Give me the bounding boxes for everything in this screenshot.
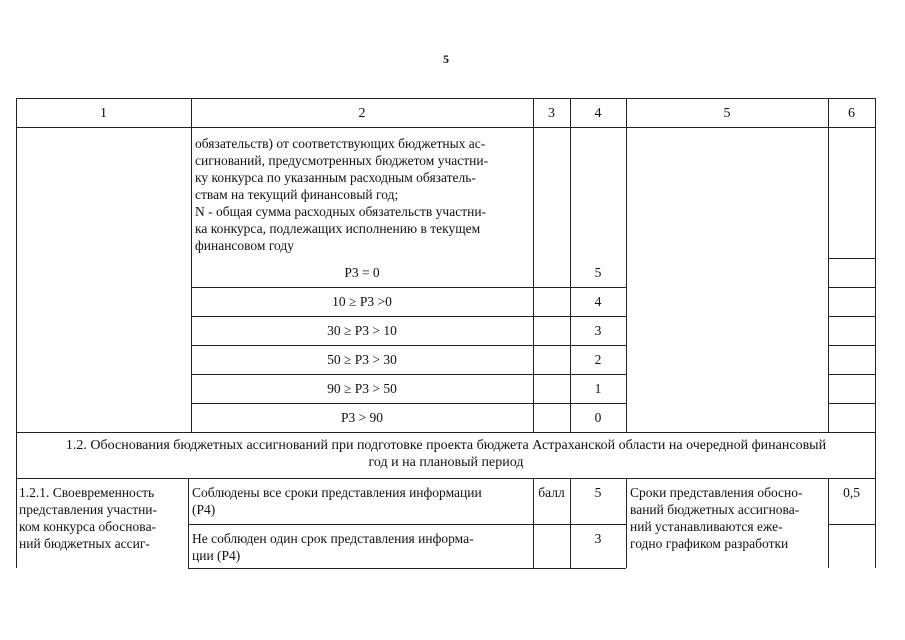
- text-line: ка конкурса, подлежащих исполнению в текущем: [195, 221, 481, 236]
- col-divider-5: [828, 98, 829, 432]
- row-divider: [191, 345, 626, 346]
- col-divider-1: [188, 478, 189, 568]
- text-line: ствам на текущий финансовый год;: [195, 187, 399, 202]
- text-line: Сроки представления обосно-: [630, 485, 803, 500]
- indicator-description: [192, 484, 530, 518]
- col-divider-4: [626, 478, 627, 568]
- section-top-border: [16, 432, 876, 433]
- text-line: N - общая сумма расходных обязательств участни-: [195, 204, 487, 219]
- row-divider: [191, 374, 626, 375]
- note-text: [630, 484, 825, 552]
- text-line: ваний бюджетных ассигнова-: [630, 502, 800, 517]
- p3-condition: 30 ≥ Р3 > 10: [327, 323, 397, 338]
- row-divider: [191, 403, 626, 404]
- p3-condition: 50 ≥ Р3 > 30: [327, 352, 397, 367]
- p3-condition: Р3 > 90: [340, 410, 384, 425]
- text-line: ний бюджетных ассиг-: [19, 536, 150, 551]
- text-line: финансовом году: [195, 238, 295, 253]
- header-col-6: 6: [848, 106, 855, 121]
- section-title: [18, 437, 874, 471]
- text-line: сигнований, предусмотренных бюджетом участни-: [195, 153, 489, 168]
- text-line: ции (Р4): [192, 548, 241, 563]
- text-line: ний устанавливаются еже-: [630, 519, 783, 534]
- p3-condition: Р3 = 0: [344, 265, 380, 280]
- col6-divider: [828, 524, 876, 525]
- score-value: 5: [594, 485, 602, 500]
- col6-divider: [828, 345, 876, 346]
- header-col-4: 4: [594, 106, 602, 121]
- col6-divider: [828, 374, 876, 375]
- p3-score: 3: [594, 323, 602, 338]
- row-divider: [188, 524, 626, 525]
- header-col-5: 5: [723, 106, 731, 121]
- text-line: годно графиком разработки: [630, 536, 789, 551]
- table-border-left: [16, 98, 17, 568]
- text-line: обязательств) от соответствующих бюджетных ас-: [195, 136, 486, 151]
- p3-condition: 10 ≥ Р3 >0: [332, 294, 392, 309]
- p3-score: 2: [594, 352, 602, 367]
- col6-divider: [828, 316, 876, 317]
- col6-divider: [828, 258, 876, 259]
- header-row-border: [16, 127, 876, 128]
- col-divider-2: [533, 98, 534, 432]
- table-bottom-partial: [188, 568, 626, 569]
- row-divider: [191, 287, 626, 288]
- text-line: ку конкурса по указанным расходным обязатель-: [195, 170, 476, 185]
- page-number: 5: [443, 52, 449, 66]
- p3-condition: 90 ≥ Р3 > 50: [327, 381, 397, 396]
- section-bottom-border: [16, 478, 876, 479]
- formula-explanation-text: [195, 135, 529, 254]
- score-value: 3: [594, 531, 602, 546]
- text-line: представления участни-: [19, 502, 158, 517]
- weight-value: 0,5: [843, 485, 860, 500]
- section-title-line: год и на плановый период: [368, 455, 524, 470]
- header-col-3: 3: [548, 106, 555, 121]
- p3-score: 0: [594, 410, 602, 425]
- text-line: ком конкурса обосновa-: [19, 519, 157, 534]
- text-line: Соблюдены все сроки представления информации: [192, 485, 482, 500]
- unit-label: балл: [538, 485, 565, 500]
- indicator-description: [192, 530, 530, 564]
- col-divider-4: [626, 98, 627, 432]
- header-col-2: 2: [358, 106, 366, 121]
- text-line: (Р4): [192, 502, 216, 517]
- header-col-1: 1: [100, 106, 107, 121]
- table-border-right: [875, 98, 876, 568]
- p3-score: 5: [594, 265, 602, 280]
- p3-score: 1: [594, 381, 602, 396]
- p3-score: 4: [594, 294, 602, 309]
- row-divider: [191, 316, 626, 317]
- table-border-top: [16, 98, 876, 99]
- text-line: Не соблюден один срок представления информа-: [192, 531, 474, 546]
- section-title-line: 1.2. Обоснования бюджетных ассигнований при подготовке проекта бюджета Астраханской области на очередной финансовый: [65, 438, 827, 453]
- col6-divider: [828, 403, 876, 404]
- criterion-name: [19, 484, 185, 552]
- text-line: 1.2.1. Своевременность: [19, 485, 155, 500]
- col6-divider: [828, 287, 876, 288]
